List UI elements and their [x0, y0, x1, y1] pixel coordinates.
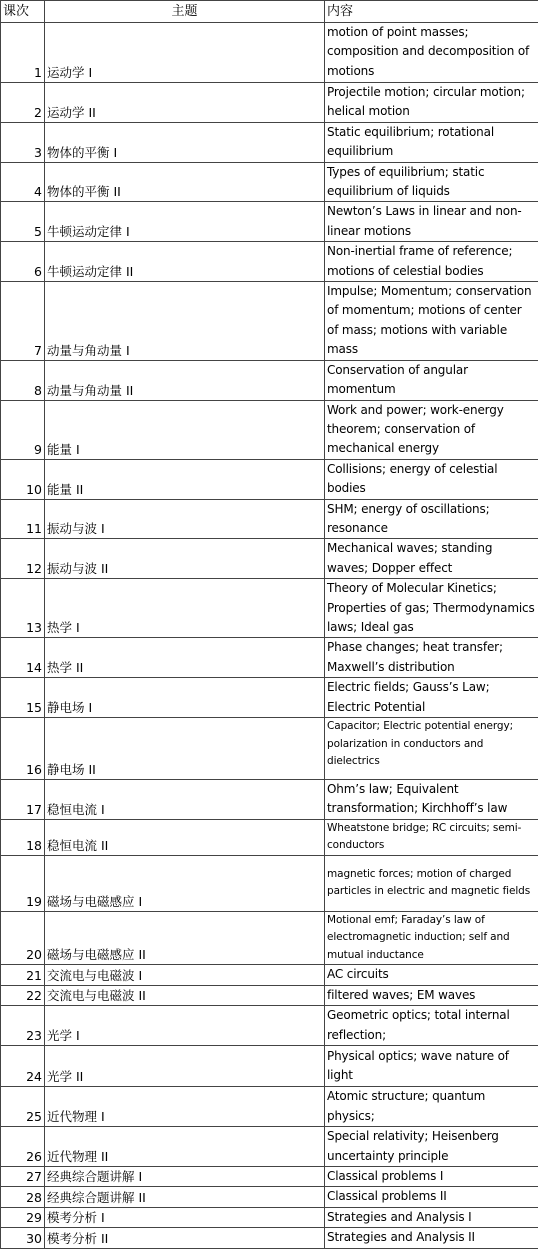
table-row — [1, 122, 538, 162]
lesson-number: 10 — [1, 459, 45, 499]
table-row — [1, 579, 538, 638]
lesson-topic: 牛顿运动定律 II — [45, 242, 325, 282]
lesson-topic: 模考分析 II — [45, 1228, 325, 1248]
lesson-content: Projectile motion; circular motion; helical motion — [325, 83, 538, 123]
lesson-number: 4 — [1, 162, 45, 202]
header-lesson: 课次 — [1, 1, 45, 23]
lesson-topic: 物体的平衡 II — [45, 162, 325, 202]
lesson-content: SHM; energy of oscillations; resonance — [325, 499, 538, 539]
lesson-topic: 静电场 I — [45, 678, 325, 718]
lesson-number: 22 — [1, 985, 45, 1005]
table-row — [1, 965, 538, 985]
lesson-content: Static equilibrium; rotational equilibrium — [325, 122, 538, 162]
lesson-number: 12 — [1, 539, 45, 579]
table-row — [1, 83, 538, 123]
lesson-content: Ohm’s law; Equivalent transformation; Kirchhoff’s law — [325, 780, 538, 820]
lesson-number: 9 — [1, 400, 45, 459]
lesson-content: Classical problems I — [325, 1166, 538, 1186]
lesson-number: 3 — [1, 122, 45, 162]
table-row — [1, 162, 538, 202]
lesson-content: Conservation of angular momentum — [325, 360, 538, 400]
table-row — [1, 718, 538, 780]
lesson-topic: 热学 I — [45, 579, 325, 638]
header-content: 内容 — [325, 1, 538, 23]
lesson-content: Mechanical waves; standing waves; Dopper effect — [325, 539, 538, 579]
lesson-content: Physical optics; wave nature of light — [325, 1046, 538, 1087]
table-row — [1, 1207, 538, 1227]
lesson-topic: 振动与波 I — [45, 499, 325, 539]
lesson-number: 17 — [1, 780, 45, 820]
table-row — [1, 1087, 538, 1127]
lesson-topic: 交流电与电磁波 II — [45, 985, 325, 1005]
lesson-topic: 交流电与电磁波 I — [45, 965, 325, 985]
table-row — [1, 678, 538, 718]
lesson-topic: 稳恒电流 I — [45, 780, 325, 820]
lesson-topic: 经典综合题讲解 II — [45, 1187, 325, 1207]
lesson-content: Phase changes; heat transfer; Maxwell’s distribution — [325, 638, 538, 678]
lesson-topic: 牛顿运动定律 I — [45, 202, 325, 242]
lesson-content: filtered waves; EM waves — [325, 985, 538, 1005]
lesson-topic: 热学 II — [45, 638, 325, 678]
table-row — [1, 202, 538, 242]
lesson-content: AC circuits — [325, 965, 538, 985]
table-row — [1, 819, 538, 855]
table-row — [1, 1187, 538, 1207]
table-row — [1, 911, 538, 965]
lesson-content: Strategies and Analysis II — [325, 1228, 538, 1248]
lesson-topic: 近代物理 I — [45, 1087, 325, 1127]
lesson-topic: 磁场与电磁感应 I — [45, 855, 325, 911]
lesson-number: 2 — [1, 83, 45, 123]
table-row — [1, 780, 538, 820]
table-row — [1, 1006, 538, 1046]
lesson-number: 18 — [1, 819, 45, 855]
lesson-number: 27 — [1, 1166, 45, 1186]
table-header — [1, 1, 538, 23]
lesson-number: 21 — [1, 965, 45, 985]
lesson-content: Capacitor; Electric potential energy; polarization in conductors and dielectrics — [325, 718, 538, 780]
lesson-topic: 动量与角动量 I — [45, 282, 325, 361]
lesson-number: 1 — [1, 23, 45, 83]
lesson-topic: 模考分析 I — [45, 1207, 325, 1227]
lesson-number: 30 — [1, 1228, 45, 1248]
lesson-topic: 近代物理 II — [45, 1127, 325, 1167]
lesson-topic: 光学 II — [45, 1046, 325, 1087]
lesson-number: 16 — [1, 718, 45, 780]
table-body — [1, 23, 538, 1249]
table-row — [1, 23, 538, 83]
table-row — [1, 459, 538, 499]
lesson-number: 23 — [1, 1006, 45, 1046]
lesson-content: Atomic structure; quantum physics; — [325, 1087, 538, 1127]
lesson-topic: 运动学 I — [45, 23, 325, 83]
lesson-number: 28 — [1, 1187, 45, 1207]
lesson-content: Strategies and Analysis I — [325, 1207, 538, 1227]
lesson-number: 24 — [1, 1046, 45, 1087]
lesson-topic: 能量 II — [45, 459, 325, 499]
lesson-topic: 经典综合题讲解 I — [45, 1166, 325, 1186]
lesson-content: Newton’s Laws in linear and non-linear motions — [325, 202, 538, 242]
lesson-content: Types of equilibrium; static equilibrium of liquids — [325, 162, 538, 202]
lesson-topic: 运动学 II — [45, 83, 325, 123]
lesson-content: Impulse; Momentum; conservation of momentum; motions of center of mass; motions with variable mass — [325, 282, 538, 361]
lesson-topic: 能量 I — [45, 400, 325, 459]
lesson-number: 15 — [1, 678, 45, 718]
lesson-content: Theory of Molecular Kinetics; Properties of gas; Thermodynamics laws; Ideal gas — [325, 579, 538, 638]
table-row — [1, 1046, 538, 1087]
table-row — [1, 985, 538, 1005]
table-row — [1, 282, 538, 361]
lesson-content: Wheatstone bridge; RC circuits; semi-conductors — [325, 819, 538, 855]
lesson-topic: 光学 I — [45, 1006, 325, 1046]
lesson-topic: 磁场与电磁感应 II — [45, 911, 325, 965]
table-row — [1, 1228, 538, 1248]
lesson-topic: 振动与波 II — [45, 539, 325, 579]
table-row — [1, 855, 538, 911]
lesson-content: Work and power; work-energy theorem; conservation of mechanical energy — [325, 400, 538, 459]
lesson-number: 5 — [1, 202, 45, 242]
lesson-content: Classical problems II — [325, 1187, 538, 1207]
lesson-number: 25 — [1, 1087, 45, 1127]
lesson-content: Motional emf; Faraday’s law of electromagnetic induction; self and mutual inductance — [325, 911, 538, 965]
lesson-content: Electric fields; Gauss’s Law; Electric Potential — [325, 678, 538, 718]
lesson-content: motion of point masses; composition and decomposition of motions — [325, 23, 538, 83]
table-row — [1, 1127, 538, 1167]
lesson-number: 26 — [1, 1127, 45, 1167]
lesson-number: 19 — [1, 855, 45, 911]
table-row — [1, 400, 538, 459]
table-row — [1, 242, 538, 282]
table-row — [1, 499, 538, 539]
lesson-number: 7 — [1, 282, 45, 361]
lesson-number: 14 — [1, 638, 45, 678]
lesson-number: 11 — [1, 499, 45, 539]
table-row — [1, 638, 538, 678]
table-row — [1, 539, 538, 579]
lesson-topic: 物体的平衡 I — [45, 122, 325, 162]
lesson-content: Geometric optics; total internal reflection; — [325, 1006, 538, 1046]
header-topic: 主题 — [45, 1, 325, 23]
lesson-content: magnetic forces; motion of charged particles in electric and magnetic fields — [325, 855, 538, 911]
lesson-number: 13 — [1, 579, 45, 638]
lesson-content: Collisions; energy of celestial bodies — [325, 459, 538, 499]
lesson-topic: 静电场 II — [45, 718, 325, 780]
lesson-number: 8 — [1, 360, 45, 400]
lesson-number: 20 — [1, 911, 45, 965]
header-row — [1, 1, 538, 23]
lesson-content: Special relativity; Heisenberg uncertainty principle — [325, 1127, 538, 1167]
table-row — [1, 1166, 538, 1186]
lesson-content: Non-inertial frame of reference; motions of celestial bodies — [325, 242, 538, 282]
lesson-topic: 动量与角动量 II — [45, 360, 325, 400]
lesson-topic: 稳恒电流 II — [45, 819, 325, 855]
table-row — [1, 360, 538, 400]
lesson-number: 6 — [1, 242, 45, 282]
lesson-number: 29 — [1, 1207, 45, 1227]
